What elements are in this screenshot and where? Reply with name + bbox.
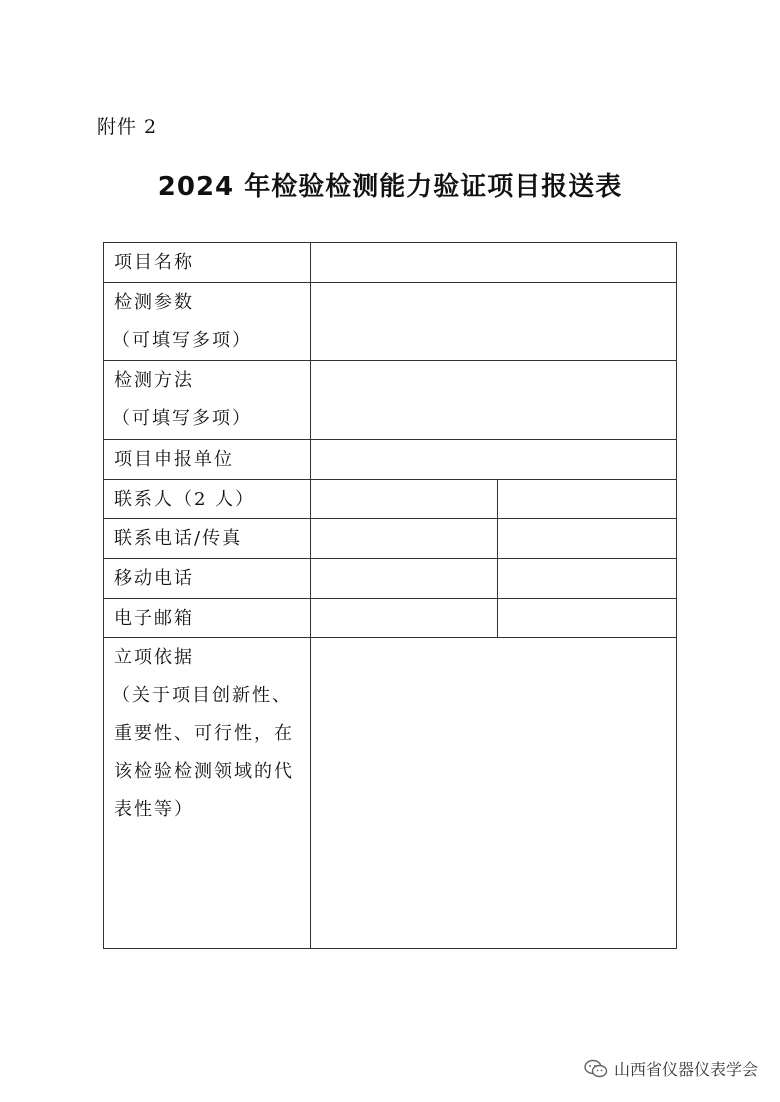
applicant-unit-field[interactable]	[311, 440, 676, 479]
phone-fax-1-field[interactable]	[311, 519, 498, 558]
row-label-phone-fax: 联系电话/传真	[104, 519, 311, 558]
table-row	[104, 480, 676, 519]
contact-person-1-field[interactable]	[311, 480, 498, 518]
attachment-label: 附件 2	[97, 116, 158, 138]
row-label-test-parameters: 检测参数 （可填写多项）	[104, 283, 311, 360]
table-row	[104, 361, 676, 440]
watermark	[584, 1057, 758, 1080]
row-label-applicant-unit: 项目申报单位	[104, 440, 311, 479]
watermark-text: 山西省仪器仪表学会	[613, 1060, 758, 1079]
test-parameters-field[interactable]	[311, 283, 676, 360]
row-label-contact-person: 联系人（2 人）	[104, 480, 311, 518]
contact-person-2-field[interactable]	[498, 480, 676, 518]
table-row	[104, 519, 676, 559]
page-title: 2024 年检验检测能力验证项目报送表	[157, 172, 623, 202]
table-row	[104, 283, 676, 361]
table-row	[104, 440, 676, 480]
project-name-field[interactable]	[311, 243, 676, 282]
project-basis-field[interactable]	[311, 638, 676, 948]
report-form-table	[103, 242, 677, 949]
row-label-project-name: 项目名称	[104, 243, 311, 282]
table-row	[104, 559, 676, 599]
table-row	[104, 599, 676, 638]
email-1-field[interactable]	[311, 599, 498, 637]
row-label-test-methods: 检测方法 （可填写多项）	[104, 361, 311, 439]
wechat-icon	[584, 1059, 608, 1079]
row-label-project-basis: 立项依据 （关于项目创新性、 重要性、可行性，在 该检验检测领域的代 表性等）	[104, 638, 311, 948]
phone-fax-2-field[interactable]	[498, 519, 676, 558]
table-row	[104, 243, 676, 283]
email-2-field[interactable]	[498, 599, 676, 637]
mobile-1-field[interactable]	[311, 559, 498, 598]
test-methods-field[interactable]	[311, 361, 676, 439]
mobile-2-field[interactable]	[498, 559, 676, 598]
row-label-email: 电子邮箱	[104, 599, 311, 637]
row-label-mobile: 移动电话	[104, 559, 311, 598]
table-row	[104, 638, 676, 948]
